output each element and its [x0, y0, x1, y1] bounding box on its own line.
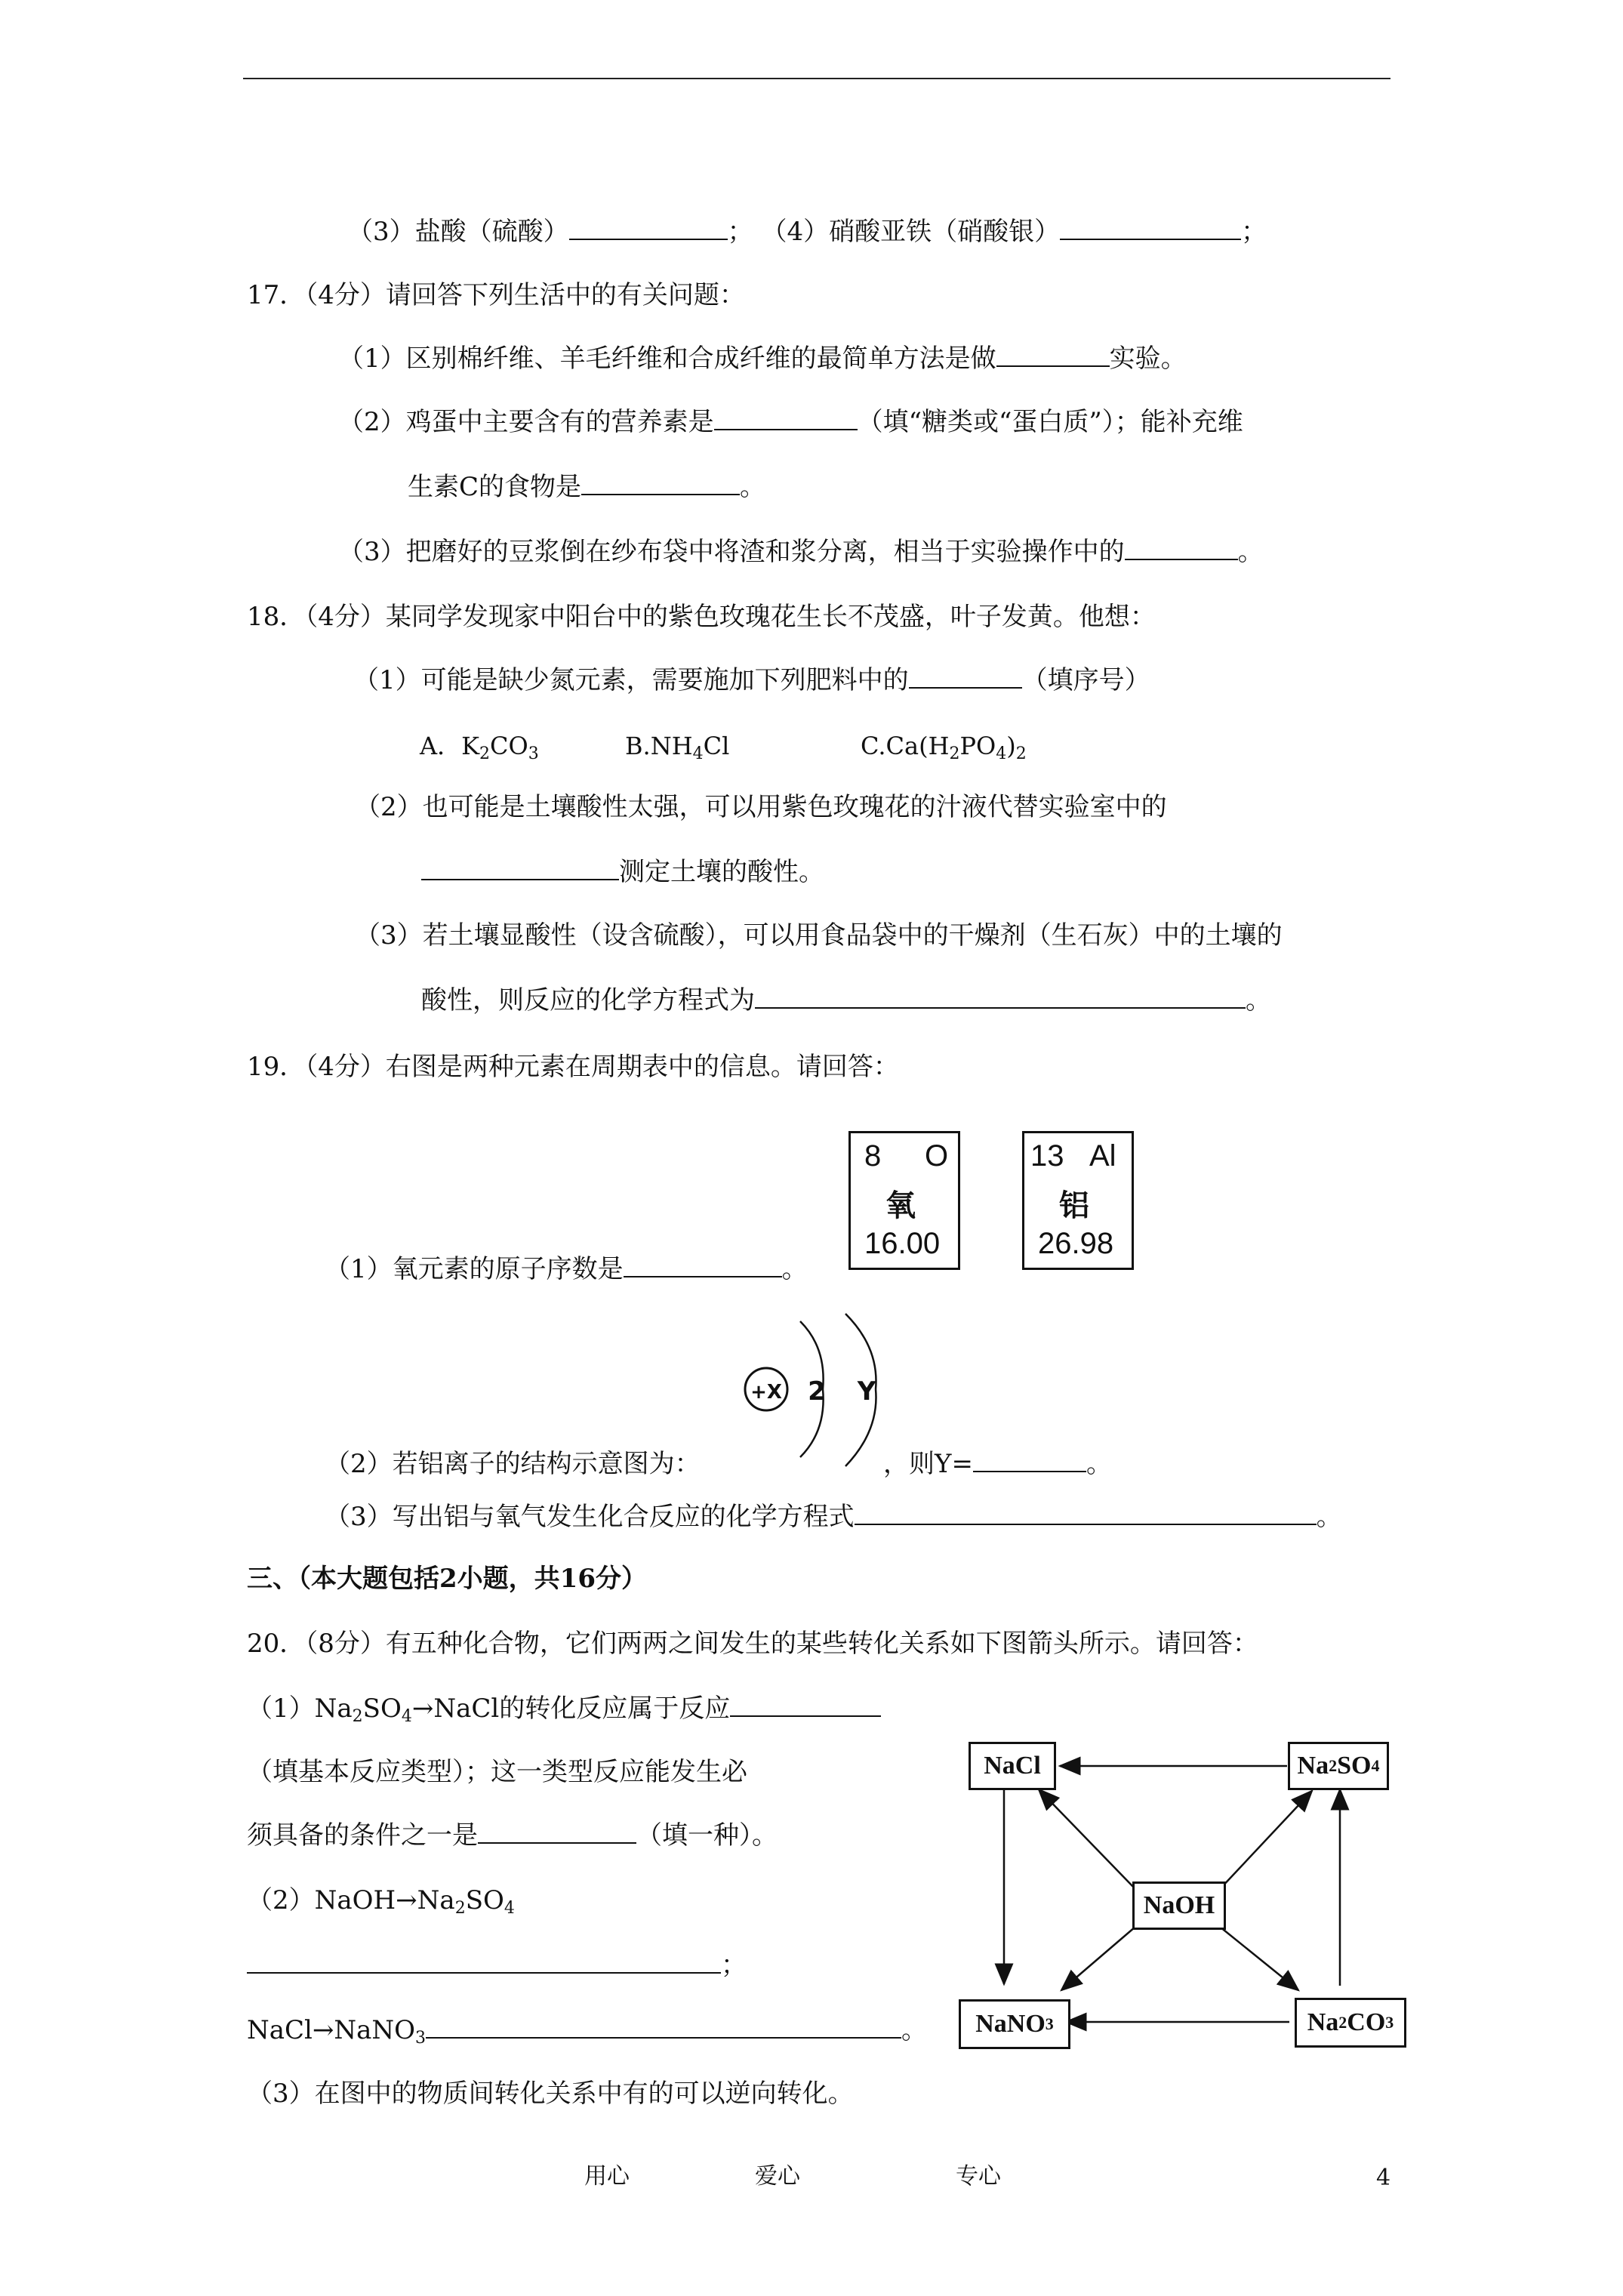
q20-heading: 20．（8分）有五种化合物，它们两两之间发生的某些转化关系如下图箭头所示。请回答：	[247, 1629, 1258, 1659]
node-nano3: NaNO 3	[959, 1999, 1070, 2049]
q18-option-a: A．$K_2CO_3$	[420, 732, 539, 763]
answer-blank[interactable]	[426, 2036, 901, 2039]
answer-blank[interactable]	[755, 1006, 1246, 1009]
q19-p2-answer: ，则Y= 。	[883, 1449, 1112, 1479]
nucleus-label: +X	[750, 1381, 782, 1404]
answer-blank[interactable]	[855, 1523, 1317, 1525]
atomic-mass: 16.00	[864, 1227, 941, 1260]
element-card-oxygen	[848, 1131, 960, 1270]
atomic-mass: 26.98	[1038, 1227, 1114, 1260]
element-symbol: O	[925, 1139, 949, 1173]
answer-blank[interactable]	[624, 1275, 782, 1277]
page-number: 4	[1376, 2165, 1391, 2191]
footer-text-3: 专心	[956, 2163, 1001, 2190]
arrow-naoh-to-na2co3	[1220, 1927, 1298, 1990]
q19-p2: （2）若铝离子的结构示意图为：	[325, 1449, 701, 1479]
element-symbol: Al	[1089, 1139, 1116, 1173]
answer-blank[interactable]	[581, 493, 740, 495]
answer-blank[interactable]	[247, 1971, 721, 1974]
answer-blank[interactable]	[1060, 238, 1241, 240]
q20-p2-answer1: ；	[247, 1952, 747, 1978]
q18-p3: （3）若土壤显酸性（设含硫酸），可以用食品袋中的干燥剂（生石灰）中的土壤的	[355, 920, 1283, 951]
q17-p2-cont: 生素C的食物是 。	[408, 472, 766, 502]
q18-option-c: $C.Ca(H_2PO_4)_2$	[861, 732, 1027, 763]
q17-p3: （3）把磨好的豆浆倒在纱布袋中将渣和浆分离，相当于实验操作中的 。	[338, 537, 1264, 567]
q20-p1-cont2: 须具备的条件之一是 （填一种）。	[247, 1820, 778, 1851]
arrow-naoh-to-na2so4	[1220, 1791, 1312, 1889]
node-na2so4: Na 2 SO 4	[1288, 1742, 1389, 1790]
q20-p1-cont: （填基本反应类型）；这一类型反应能发生必	[247, 1757, 747, 1787]
q18-p3-cont: 酸性，则反应的化学方程式为 。	[421, 985, 1271, 1015]
answer-blank[interactable]	[909, 686, 1022, 689]
answer-blank[interactable]	[714, 428, 858, 430]
q17-heading: 17．（4分）请回答下列生活中的有关问题：	[247, 280, 745, 310]
q19-heading: 19．（4分）右图是两种元素在周期表中的信息。请回答：	[247, 1052, 899, 1082]
q18-p2: （2）也可能是土壤酸性太强，可以用紫色玫瑰花的汁液代替实验室中的	[355, 792, 1167, 822]
q19-p3: （3）写出铝与氧气发生化合反应的化学方程式 。	[325, 1502, 1342, 1532]
q20-p2: $(2)NaOH\to Na_2SO_4$	[247, 1885, 515, 1918]
q18-p2-cont: 测定土壤的酸性。	[421, 859, 824, 885]
q16-line: （3）盐酸（硫酸） ； （4）硝酸亚铁（硝酸银） ；	[347, 217, 1267, 247]
q18-p1: （1）可能是缺少氮元素，需要施加下列肥料中的 （填序号）	[353, 665, 1150, 695]
answer-blank[interactable]	[730, 1715, 881, 1717]
answer-blank[interactable]	[569, 238, 728, 240]
answer-blank[interactable]	[421, 878, 619, 880]
node-na2co3: Na 2 CO 3	[1295, 1998, 1406, 2048]
q20-p2-answer2: NaCl→NaNO$_3$ 。	[247, 2015, 928, 2048]
q19-p1: （1）氧元素的原子序数是 。	[325, 1254, 808, 1284]
q17-p2: （2）鸡蛋中主要含有的营养素是 （填“糖类或“蛋白质”）；能补充维	[338, 407, 1243, 437]
footer-text-2: 爱心	[755, 2163, 800, 2190]
arrow-naoh-to-nacl	[1039, 1789, 1135, 1889]
q20-p1: $(1)Na_2SO_4\to NaCl$的转化反应属于反应	[247, 1696, 881, 1721]
atomic-number: 13	[1030, 1139, 1064, 1173]
shell2-electrons: Y	[857, 1376, 876, 1407]
answer-blank[interactable]	[973, 1470, 1086, 1472]
ion-structure-diagram	[732, 1306, 906, 1480]
footer-text-1: 用心	[584, 2163, 630, 2190]
q18-heading: 18．（4分）某同学发现家中阳台中的紫色玫瑰花生长不茂盛，叶子发黄。他想：	[247, 602, 1156, 632]
q20-p3: （3）在图中的物质间转化关系中有的可以逆向转化。	[247, 2079, 854, 2109]
answer-blank[interactable]	[996, 365, 1110, 367]
node-naoh: NaOH	[1132, 1881, 1226, 1930]
q17-p1: （1）区别棉纤维、羊毛纤维和合成纤维的最简单方法是做 实验。	[338, 344, 1187, 374]
shell1-electrons: 2	[808, 1376, 826, 1407]
element-name: 铝	[1059, 1188, 1089, 1223]
arrow-naoh-to-nano3	[1061, 1927, 1135, 1990]
section-heading: 三、（本大题包括2小题，共16分）	[247, 1564, 647, 1594]
element-name: 氧	[885, 1188, 916, 1223]
header-rule	[243, 78, 1390, 79]
node-nacl: NaCl	[969, 1742, 1056, 1790]
answer-blank[interactable]	[1125, 558, 1238, 560]
atomic-number: 8	[864, 1139, 882, 1173]
answer-blank[interactable]	[478, 1841, 636, 1844]
element-card-aluminum	[1022, 1131, 1134, 1270]
q18-option-b: $B.NH_4Cl$	[625, 732, 730, 763]
